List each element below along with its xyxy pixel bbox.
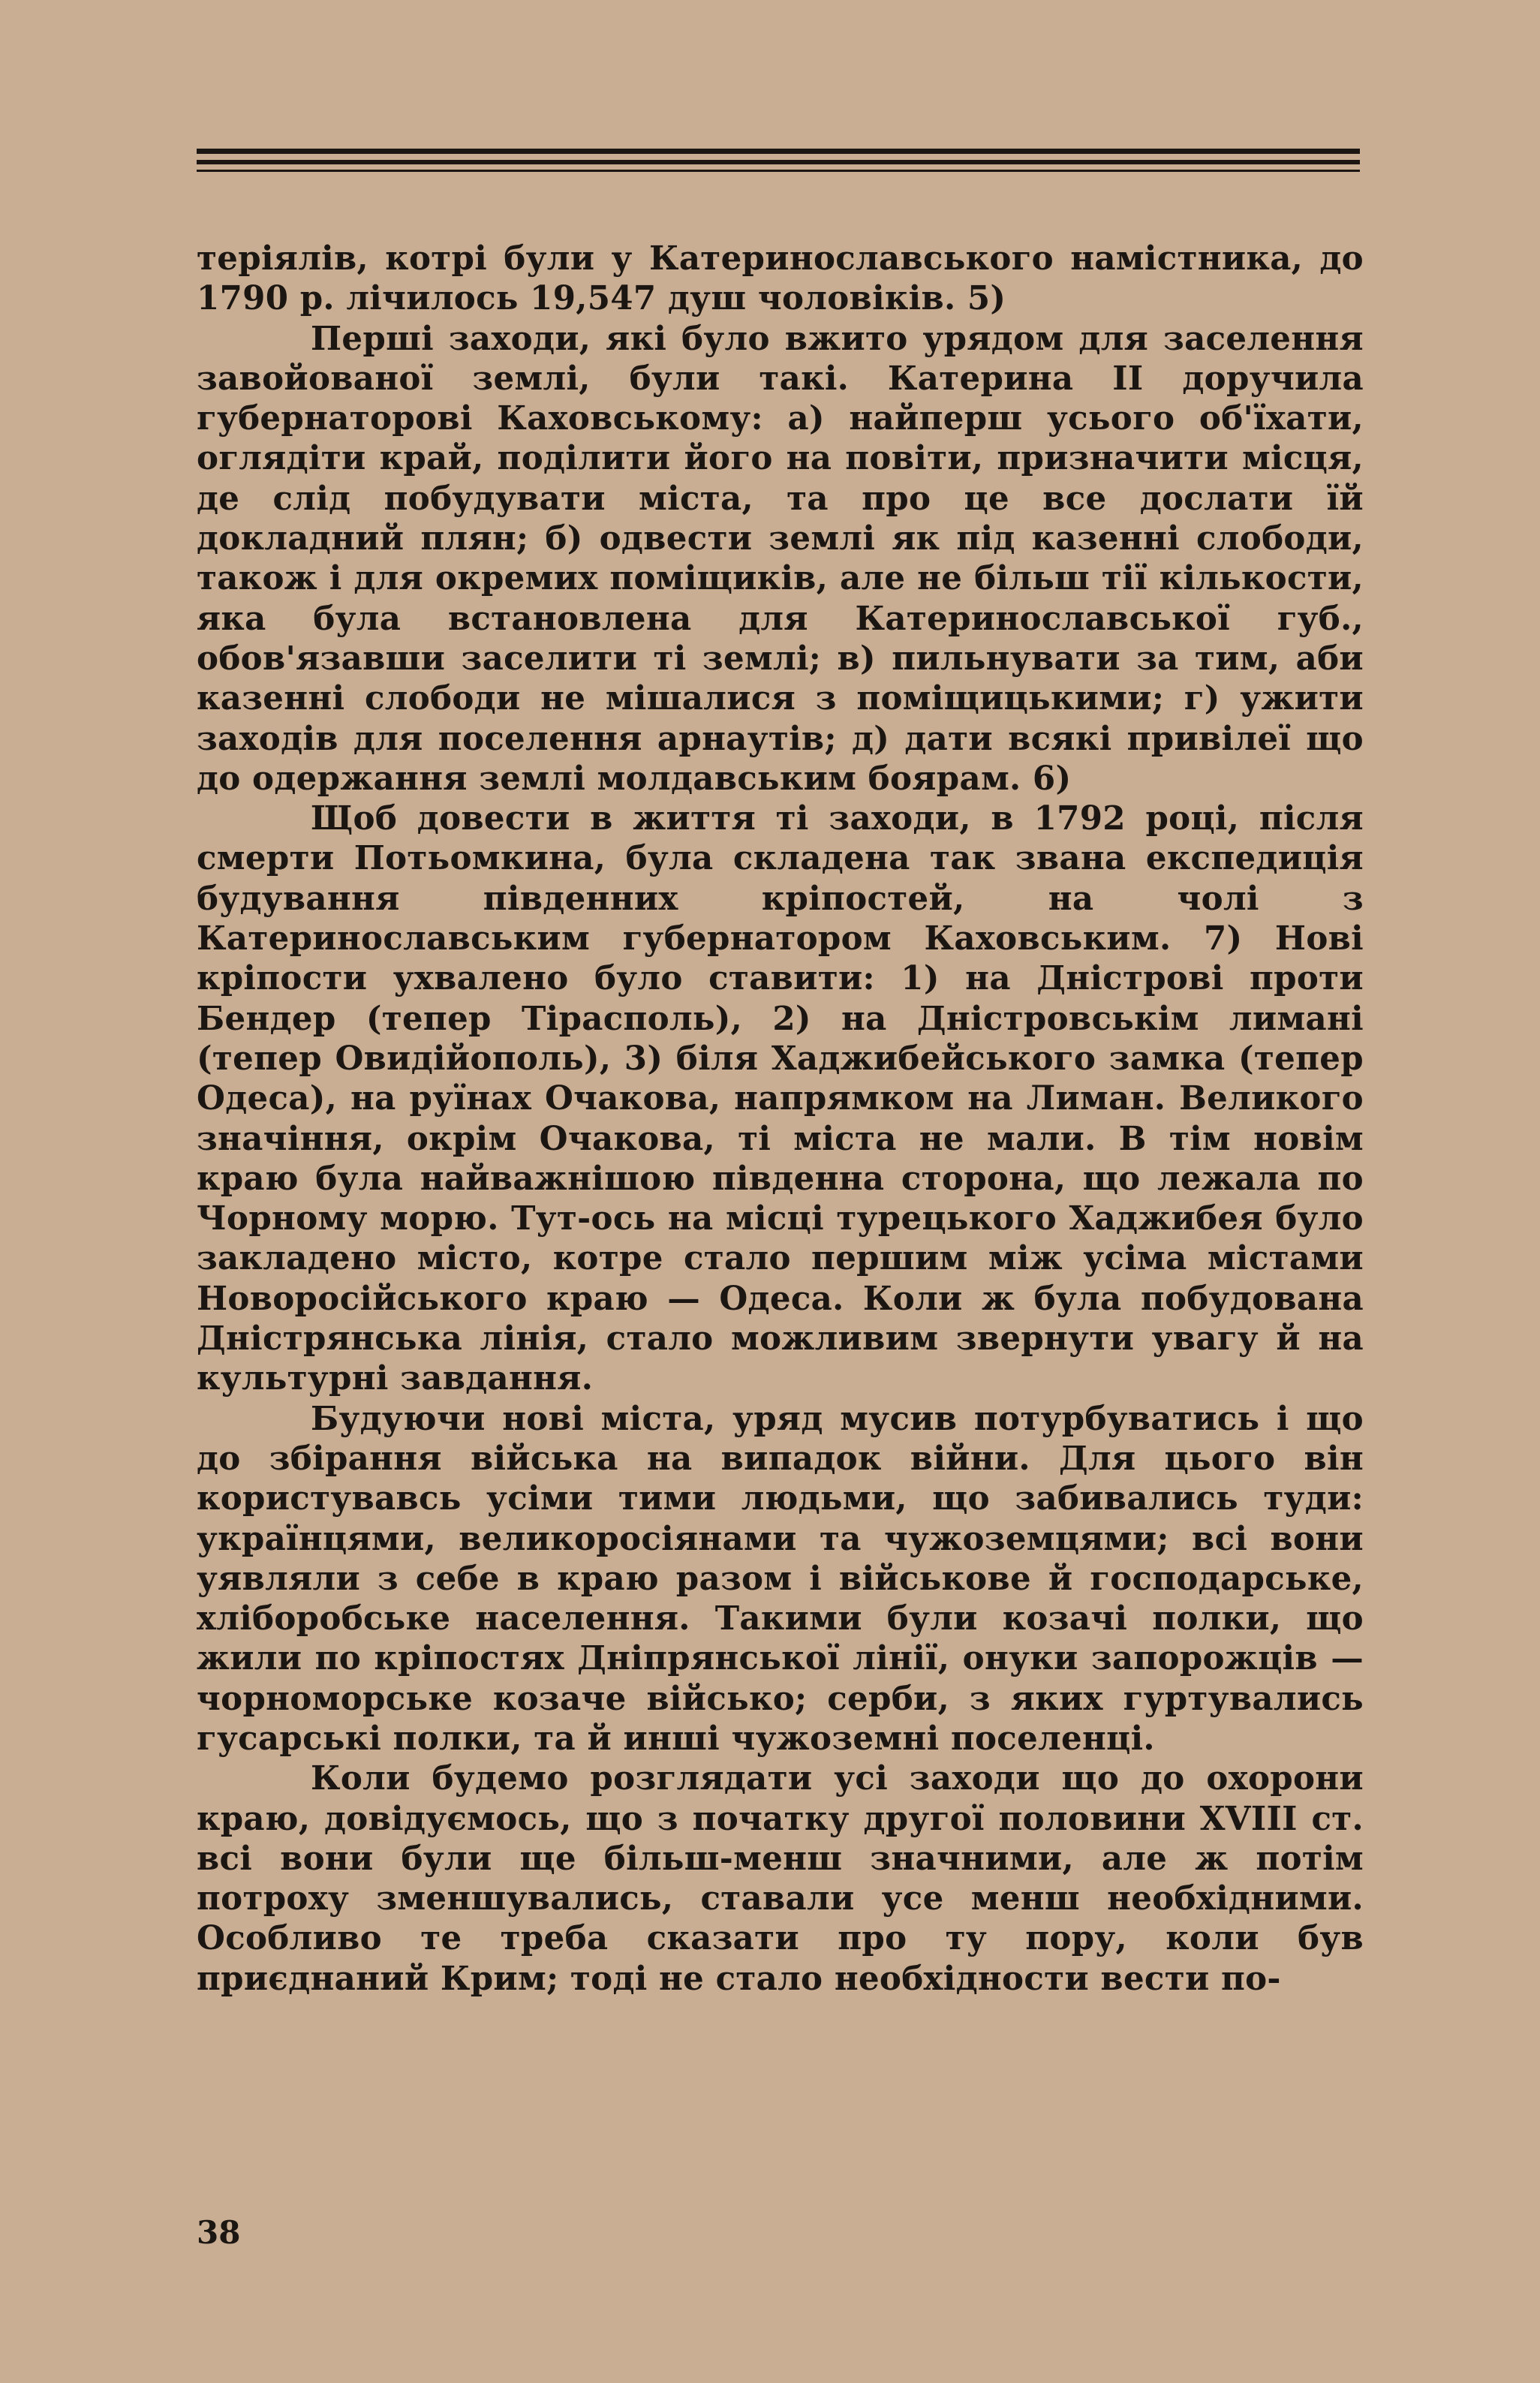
paragraph-3: Щоб довести в життя ті заходи, в 1792 році, після смерти Потьомкина, була складена так звана експедиція будування південних кріпостей, на чолі з Катеринославським губернатором Каховським. 7) Нові кріпости ухвалено було ставити: 1) на Дністрові проти Бендер (тепер Тірасполь), 2) на Дністровськім лимані (тепер Овидійополь), 3) біля Хаджибейського замка (тепер Одеса), на руїнах Очакова, напрямком на Лиман. Великого значіння, окрім Очакова, ті міста не мали. В тім новім краю була найважнішою південна сторона, що лежала по Чорному морю. Тут-ось на місці турецького Хаджибея було закладено місто, котре стало першим між усіма містами Новоросійського краю — Одеса. Коли ж була побудована Дністрянська лінія, стало можливим звернути увагу й на культурні завдання. [197, 799, 1364, 1398]
header-rule-thin [197, 170, 1360, 172]
page-number: 38 [197, 2214, 241, 2251]
paragraph-1: теріялів, котрі були у Катеринославського намістника, до 1790 р. лічилось 19,547 душ чоловіків. 5) [197, 239, 1364, 318]
header-rules [197, 149, 1360, 172]
header-rule-middle [197, 160, 1360, 164]
paragraph-2: Перші заходи, які було вжито урядом для заселення завойованої землі, були такі. Катерина II доручила губернаторові Каховському: а) найперш усього об'їхати, оглядіти край, поділити його на повіти, призначити місця, де слід побудувати міста, та про це все дослати їй докладний плян; б) одвести землі як під казенні слободи, також і для окремих поміщиків, але не більш тії кількости, яка була встановлена для Катеринославської губ., обов'язавши заселити ті землі; в) пильнувати за тим, аби казенні слободи не мішалися з поміщицькими; г) ужити заходів для поселення арнаутів; д) дати всякі привілеї що до одержання землі молдавським боярам. 6) [197, 319, 1364, 798]
header-rule-thick [197, 149, 1360, 154]
body-text [197, 239, 1364, 1999]
paragraph-4: Будуючи нові міста, уряд мусив потурбуватись і що до збірання війська на випадок війни. Для цього він користувавсь усіми тими людьми, що забивались туди: українцями, великоросіянами та чужоземцями; всі вони уявляли з себе в краю разом і військове й господарське, хліборобське населення. Такими були козачі полки, що жили по кріпостях Дніпрянської лінії, онуки запорожців — чорноморське козаче військо; серби, з яких гуртувались гусарські полки, та й инші чужоземні поселенці. [197, 1399, 1364, 1758]
paragraph-5: Коли будемо розглядати усі заходи що до охорони краю, довідуємось, що з початку другої половини XVIII ст. всі вони були ще більш-менш значними, але ж потім потроху зменшувались, ставали усе менш необхідними. Особливо те треба сказати про ту пору, коли був приєднаний Крим; тоді не стало необхідности вести по- [197, 1759, 1364, 1998]
